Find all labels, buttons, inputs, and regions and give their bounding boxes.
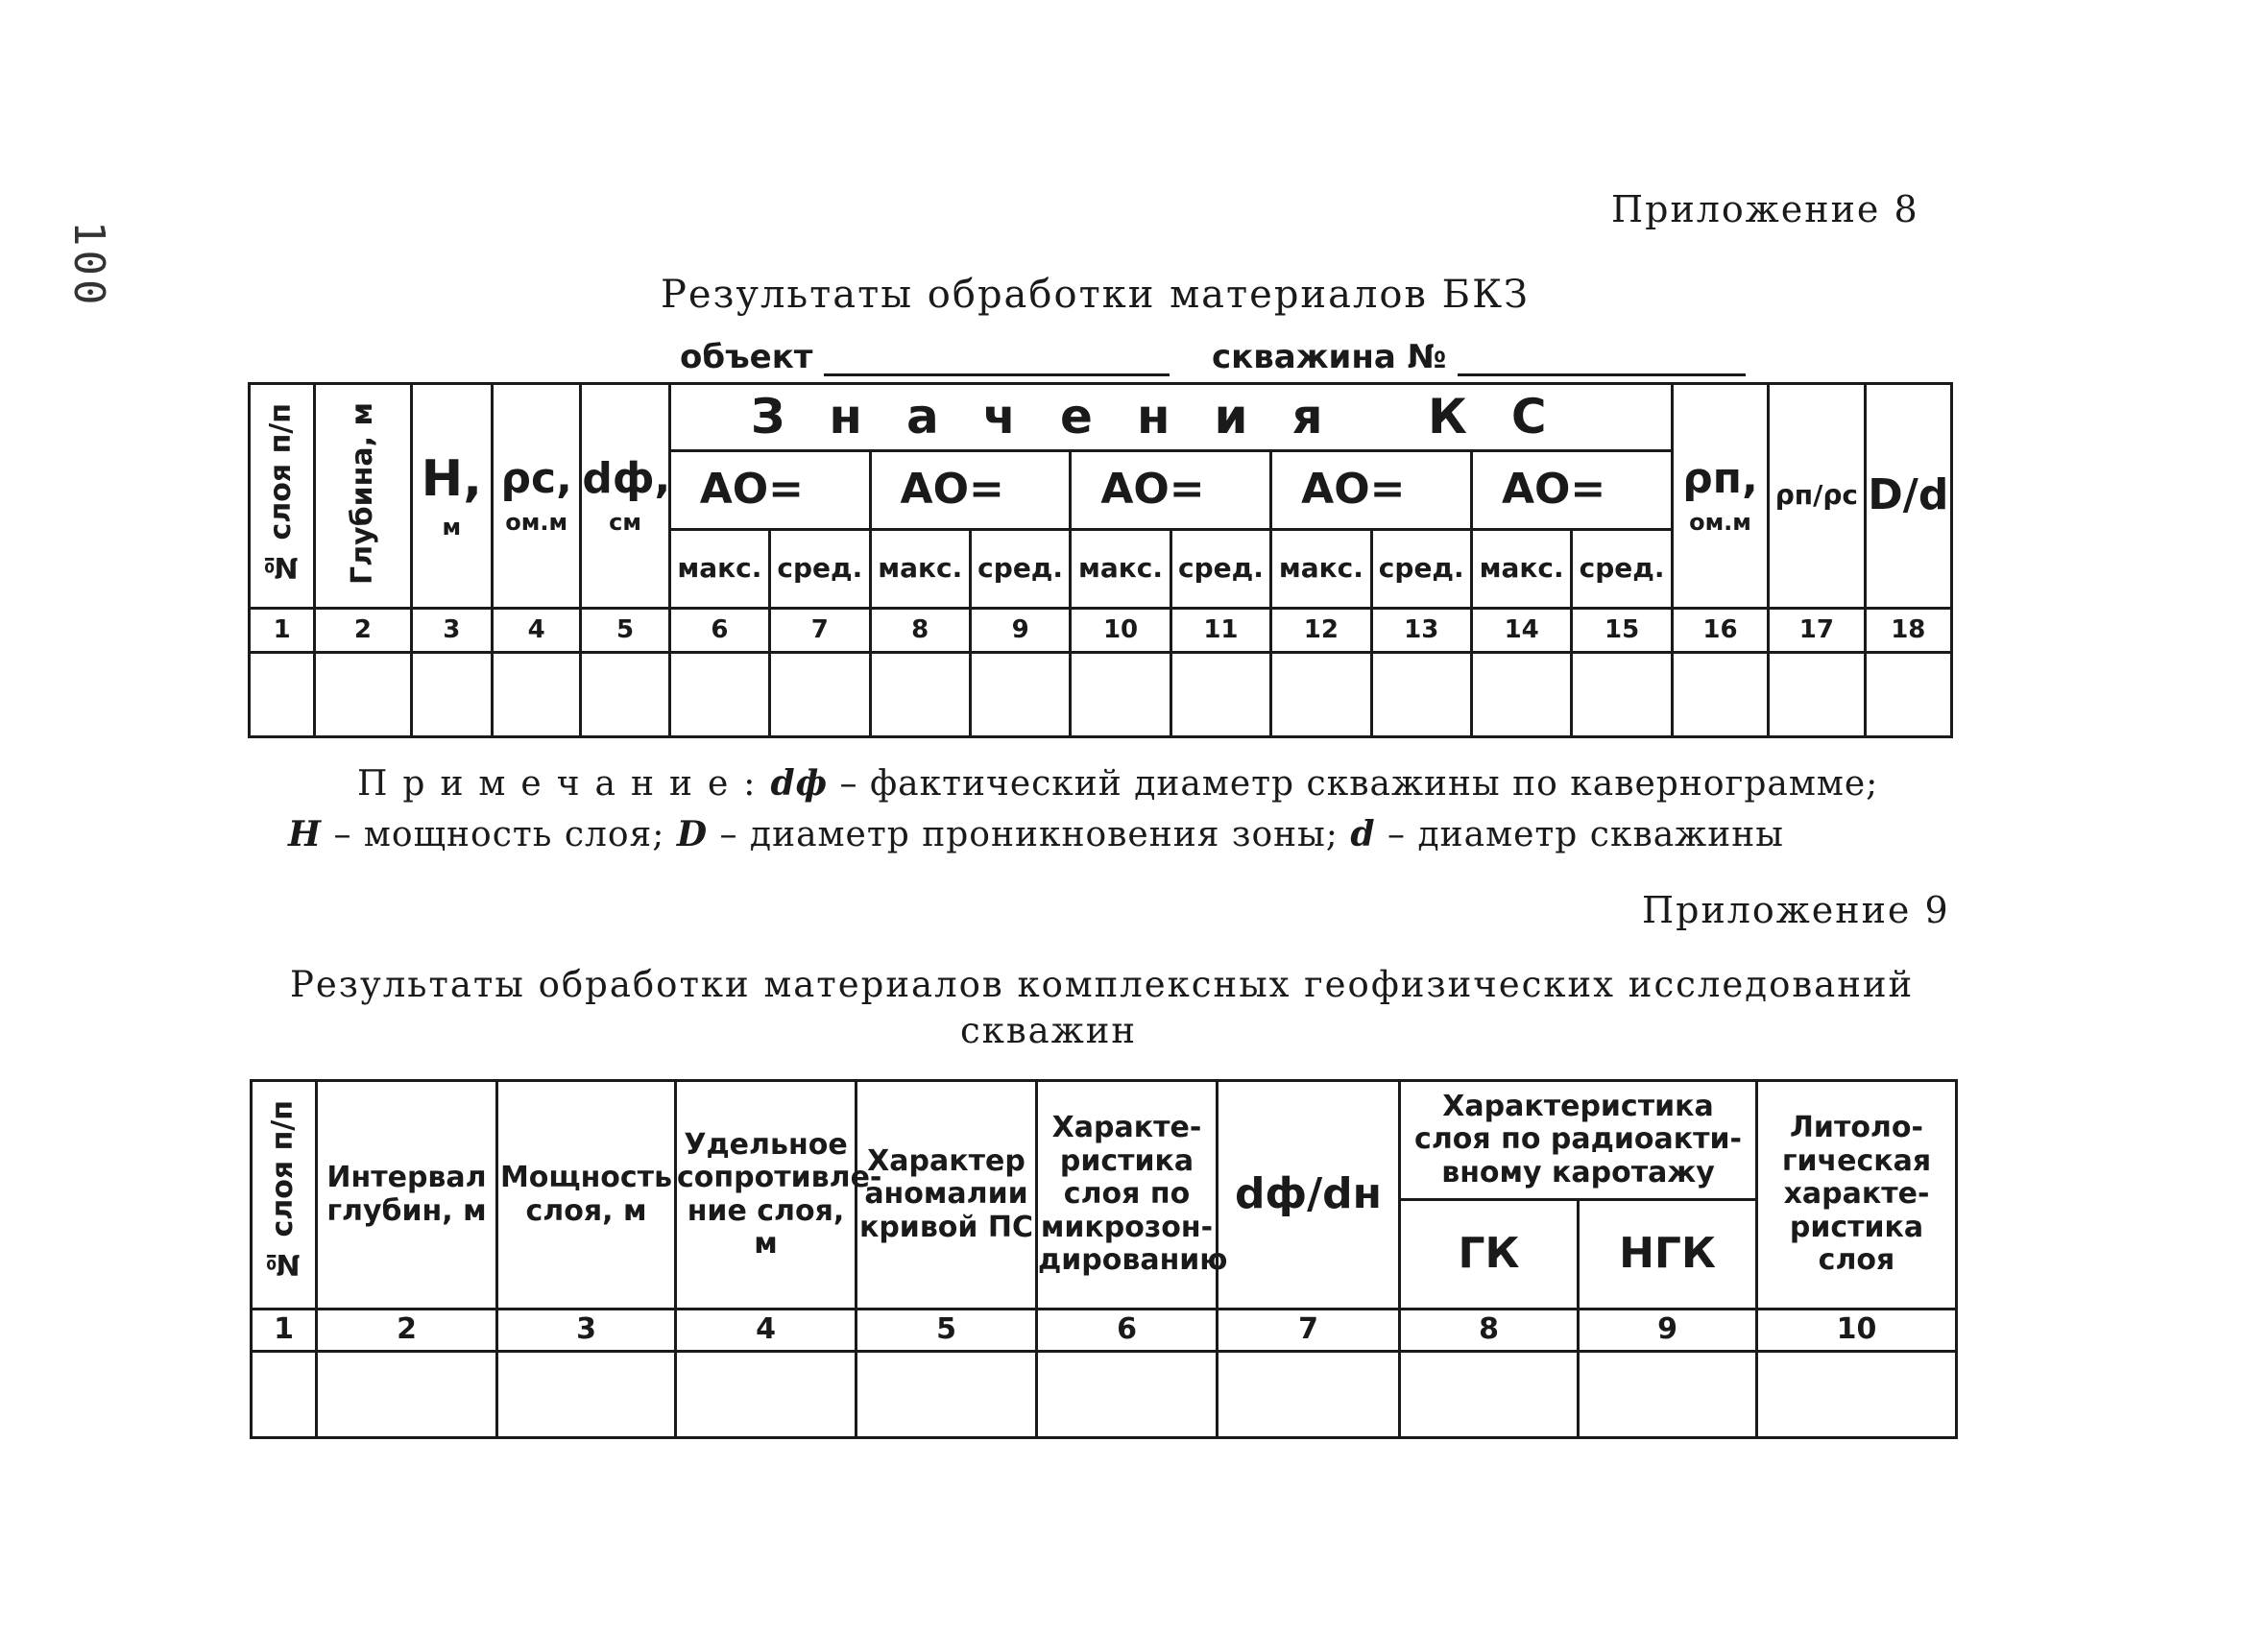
empty-cell [1271,653,1371,737]
empty-cell [1170,653,1270,737]
column-number: 4 [492,609,580,653]
max-header: макс. [1471,530,1571,609]
empty-cell [770,653,870,737]
column-number: 2 [317,1310,497,1352]
empty-cell [497,1352,676,1438]
avg-header: сред. [1170,530,1270,609]
empty-cell [1371,653,1471,737]
appendix-8-title: Результаты обработки материалов БКЗ [661,273,1530,317]
ao-cell-2: АО= [870,451,1071,530]
object-field [680,338,1170,376]
column-number: 9 [1579,1310,1757,1352]
empty-cell [581,653,669,737]
column-number: 1 [252,1310,317,1352]
well-blank [1458,345,1746,376]
header-layer-thickness: Мощность слоя, м [497,1081,676,1310]
page-number: 100 [64,221,113,309]
column-number-row [252,1310,1957,1352]
rho-c-symbol: ρс, [500,454,572,504]
column-number: 14 [1471,609,1571,653]
appendix-9-title-line-1: Результаты обработки материалов комплексных геофизических исследований [290,964,1915,1005]
ao-cell-4: АО= [1271,451,1472,530]
note-symbol-h: H [288,814,323,854]
empty-data-row [250,653,1952,737]
column-number: 18 [1865,609,1951,653]
note-line-2 [288,814,1784,854]
avg-header: сред. [770,530,870,609]
column-number: 12 [1271,609,1371,653]
header-depth: Глубина, м [315,384,411,609]
empty-data-row [252,1352,1957,1438]
empty-cell [1071,653,1170,737]
column-number: 9 [970,609,1070,653]
empty-cell [1672,653,1768,737]
d-actual-unit: см [609,509,641,536]
column-number: 8 [870,609,970,653]
empty-cell [857,1352,1037,1438]
header-d-ratio: D/d [1865,384,1951,609]
empty-cell [317,1352,497,1438]
header-thickness [411,384,492,609]
column-number: 10 [1071,609,1170,653]
empty-cell [1400,1352,1579,1438]
complex-results-table [250,1079,1958,1439]
note-text: – диаметр скважины [1375,815,1784,854]
header-resistivity: Удельное сопротивле-ние слоя, м [676,1081,857,1310]
header-sp-anomaly: Характер аномалии кривой ПС [857,1081,1037,1310]
empty-cell [411,653,492,737]
empty-cell [1037,1352,1218,1438]
avg-header: сред. [1572,530,1672,609]
object-blank [824,345,1170,376]
empty-cell [1471,653,1571,737]
max-header: макс. [1071,530,1170,609]
appendix-8-label: Приложение 8 [1611,188,1919,230]
column-number: 10 [1757,1310,1957,1352]
header-radioactive-logging: Характеристика слоя по радиоакти-вному каротажу [1400,1081,1757,1200]
empty-cell [1579,1352,1757,1438]
column-number: 3 [411,609,492,653]
column-number: 4 [676,1310,857,1352]
header-depth-interval: Интервал глубин, м [317,1081,497,1310]
ao-cell-3: АО= [1071,451,1271,530]
column-number: 5 [581,609,669,653]
column-number: 5 [857,1310,1037,1352]
max-header: макс. [669,530,769,609]
d-actual-symbol: dф, [582,454,671,504]
header-lithology: Литоло-гическая характе-ристика слоя [1757,1081,1957,1310]
avg-header: сред. [970,530,1070,609]
empty-cell [1572,653,1672,737]
column-number: 7 [770,609,870,653]
header-d-actual [581,384,669,609]
header-microlog: Характе-ристика слоя по микрозон-дированию [1037,1081,1218,1310]
header-ks-values: Значения КС [669,384,1672,451]
column-number: 11 [1170,609,1270,653]
well-field [1212,338,1746,376]
note-label: Примечание: [357,764,771,804]
empty-cell [676,1352,857,1438]
column-number: 7 [1218,1310,1400,1352]
empty-cell [870,653,970,737]
header-layer-number: № слоя п/п [250,384,315,609]
header-diameter-ratio: dф/dн [1218,1081,1400,1310]
note-text: – диаметр проникновения зоны; [708,815,1351,854]
header-rho-ratio: ρп/ρс [1769,384,1865,609]
column-number-row [250,609,1952,653]
column-number: 16 [1672,609,1768,653]
note-symbol-d-actual: dф [770,763,829,804]
appendix-9-title-line-2: скважин [960,1010,1138,1051]
empty-cell [1218,1352,1400,1438]
column-number: 3 [497,1310,676,1352]
avg-header: сред. [1371,530,1471,609]
max-header: макс. [1271,530,1371,609]
appendix-9-label: Приложение 9 [1642,889,1950,931]
column-number: 2 [315,609,411,653]
object-label: объект [680,338,813,376]
rho-p-symbol: ρп, [1682,454,1758,504]
ao-cell-5: АО= [1471,451,1672,530]
empty-cell [492,653,580,737]
header-gk: ГК [1400,1200,1579,1310]
note-text: – мощность слоя; [322,815,677,854]
column-number: 6 [1037,1310,1218,1352]
note-line-1 [357,763,1878,804]
empty-cell [1865,653,1951,737]
column-number: 6 [669,609,769,653]
max-header: макс. [870,530,970,609]
thickness-unit: м [442,513,462,541]
empty-cell [1757,1352,1957,1438]
header-ngk: НГК [1579,1200,1757,1310]
empty-cell [315,653,411,737]
column-number: 8 [1400,1310,1579,1352]
empty-cell [970,653,1070,737]
rho-c-unit: ом.м [505,509,568,536]
well-label: скважина № [1212,338,1447,376]
thickness-symbol: H, [421,449,482,508]
bkz-results-table [248,382,1953,738]
header-rho-c [492,384,580,609]
empty-cell [250,653,315,737]
note-symbol-d-small: d [1350,814,1376,854]
empty-cell [252,1352,317,1438]
column-number: 1 [250,609,315,653]
header-rho-p [1672,384,1768,609]
empty-cell [1769,653,1865,737]
rho-p-unit: ом.м [1689,509,1751,536]
ao-cell-1: АО= [669,451,870,530]
header-layer-number: № слоя п/п [252,1081,317,1310]
empty-cell [669,653,769,737]
note-text: – фактический диаметр скважины по кавернограмме; [828,764,1879,804]
column-number: 17 [1769,609,1865,653]
note-symbol-d-big: D [676,814,709,854]
column-number: 13 [1371,609,1471,653]
column-number: 15 [1572,609,1672,653]
